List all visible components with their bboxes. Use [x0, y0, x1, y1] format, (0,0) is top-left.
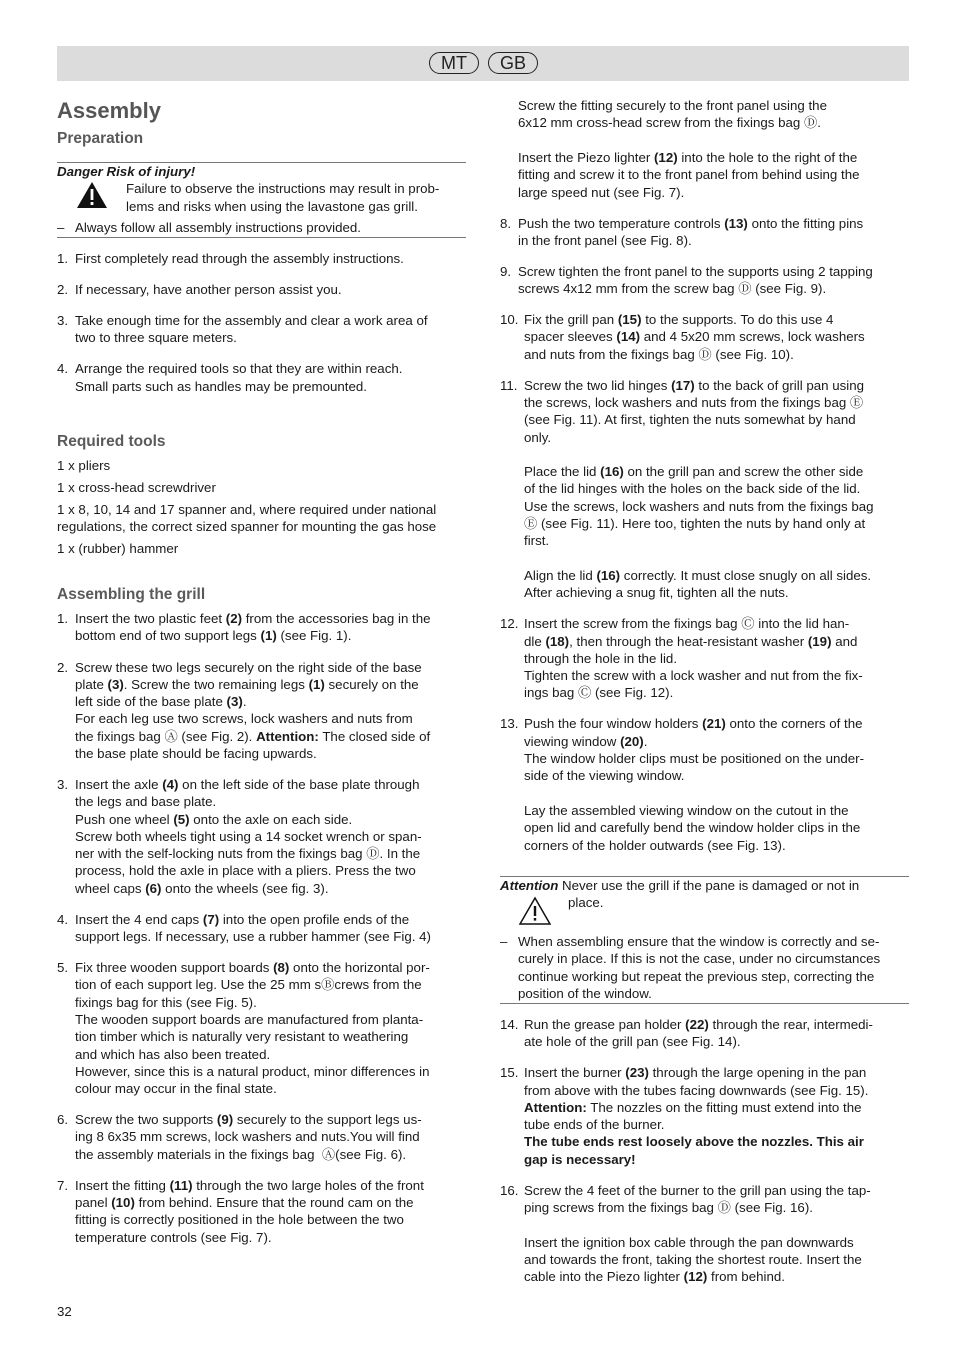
danger-text: Failure to observe the instructions may result in prob-: [126, 181, 440, 196]
danger-bullet-dash: –: [57, 220, 65, 235]
tool-item: 1 x pliers: [57, 458, 111, 473]
list-item: First completely read through the assembly instructions.: [75, 251, 404, 266]
language-header-bar: [57, 46, 909, 81]
list-number: 2.: [57, 282, 69, 297]
list-item: Arrange the required tools so that they are within reach.: [75, 361, 403, 376]
list-number: 4.: [57, 361, 69, 376]
list-number: 3.: [57, 313, 69, 328]
danger-bullet: Always follow all assembly instructions provided.: [75, 220, 361, 235]
list-item: If necessary, have another person assist you.: [75, 282, 342, 297]
divider: [57, 237, 466, 238]
tool-item: 1 x cross-head screwdriver: [57, 480, 216, 495]
language-tab-mt[interactable]: MT: [429, 52, 479, 74]
warning-triangle-icon: [76, 181, 108, 209]
danger-text: lems and risks when using the lavastone gas grill.: [126, 199, 418, 214]
section-heading-required-tools: Required tools: [57, 433, 166, 450]
language-tab-gb[interactable]: GB: [488, 52, 538, 74]
page-number: 32: [57, 1304, 72, 1319]
section-heading-assembling: Assembling the grill: [57, 586, 206, 603]
list-item: Take enough time for the assembly and clear a work area of: [75, 313, 428, 328]
tool-item: 1 x 8, 10, 14 and 17 spanner and, where required under national: [57, 502, 437, 517]
page-title: Assembly: [57, 98, 161, 123]
list-item: Small parts such as handles may be premounted.: [75, 379, 367, 394]
tool-item: regulations, the correct sized spanner for mounting the gas hose: [57, 519, 437, 534]
divider: [500, 1003, 909, 1004]
danger-title: Danger Risk of injury!: [57, 164, 196, 179]
warning-triangle-outline-icon: [518, 896, 552, 926]
list-item: two to three square meters.: [75, 330, 237, 345]
list-number: 1.: [57, 251, 69, 266]
section-heading-preparation: Preparation: [57, 130, 144, 147]
tool-item: 1 x (rubber) hammer: [57, 541, 179, 556]
